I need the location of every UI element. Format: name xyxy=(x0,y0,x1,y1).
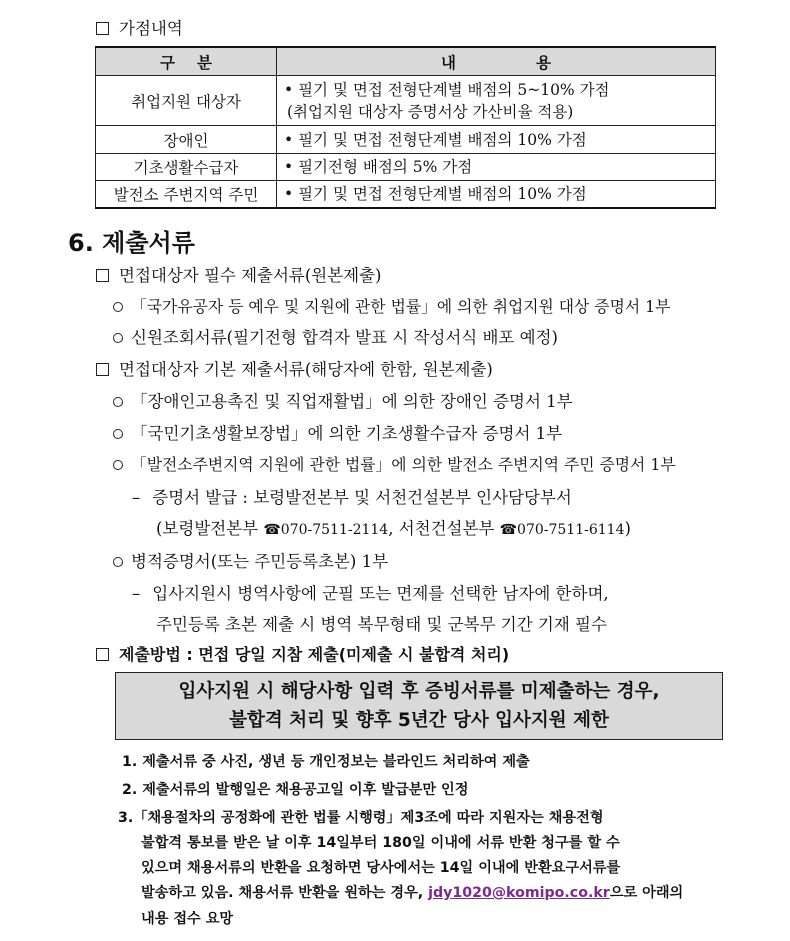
header-content: 내 용 xyxy=(277,47,716,76)
circle-bullet-icon xyxy=(113,557,123,567)
military-note-continued: 주민등록 초본 제출 시 병역 복무형태 및 군복무 기간 기재 필수 xyxy=(156,615,607,634)
checkbox-square-icon xyxy=(96,269,109,282)
military-note: – 입사지원시 병역사항에 군필 또는 면제를 선택한 남자에 한하며, xyxy=(132,584,609,603)
list-item: 신원조회서류(필기전형 합격자 발표 시 작성서식 배포 예정) xyxy=(113,324,558,348)
circle-bullet-icon xyxy=(113,429,123,439)
row-category: 기초생활수급자 xyxy=(96,154,277,181)
basic-docs-title: 면접대상자 기본 제출서류(해당자에 한함, 원본제출) xyxy=(96,356,493,380)
row-category: 장애인 xyxy=(96,126,277,154)
email-link[interactable]: jdy1020@komipo.co.kr xyxy=(428,885,610,901)
table-header-row xyxy=(96,47,716,76)
circle-bullet-icon xyxy=(113,302,123,312)
row-category: 발전소 주변지역 주민 xyxy=(96,181,277,208)
list-item: 「발전소주변지역 지원에 관한 법률」에 의한 발전소 주변지역 주민 증명서 1부 xyxy=(113,452,676,475)
checkbox-square-icon xyxy=(96,363,109,376)
bonus-section-title xyxy=(96,15,183,39)
phone-number: ☎070-7511-2114 xyxy=(263,522,389,538)
bonus-table xyxy=(95,46,716,209)
note-3-line: 불합격 통보를 받은 날 이후 14일부터 180일 이내에 서류 반환 청구를 할 수 xyxy=(141,835,620,851)
note-1: 1. 제출서류 중 사진, 생년 등 개인정보는 블라인드 처리하여 제출 xyxy=(122,754,530,770)
note-3-line: 발송하고 있음. 채용서류 반환을 원하는 경우, jdy1020@komipo.co.kr으로 아래의 xyxy=(141,885,684,901)
row-category: 취업지원 대상자 xyxy=(96,76,277,126)
notice-line: 입사지원 시 해당사항 입력 후 증빙서류를 미제출하는 경우, xyxy=(178,681,660,702)
bonus-title-text: 가점내역 xyxy=(119,19,183,38)
note-3-line: 내용 접수 요망 xyxy=(141,911,234,927)
issuer-line: – 증명서 발급 : 보령발전본부 및 서천건설본부 인사담당부서 xyxy=(132,488,572,507)
phone-number: ☎070-7511-6114 xyxy=(499,522,625,538)
contact-line: (보령발전본부 ☎070-7511-2114, 서천건설본부 ☎070-7511-6114) xyxy=(156,519,631,538)
note-3-line: 있으며 채용서류의 반환을 요청하면 당사에서는 14일 이내에 반환요구서류를 xyxy=(141,860,621,876)
list-item: 병적증명서(또는 주민등록초본) 1부 xyxy=(113,548,388,572)
table-row xyxy=(96,181,716,208)
notice-line: 불합격 처리 및 향후 5년간 당사 입사지원 제한 xyxy=(229,710,609,731)
note-2: 2. 제출서류의 발행일은 채용공고일 이후 발급분만 인정 xyxy=(122,782,469,798)
row-content: • 필기 및 면접 전형단계별 배점의 10% 가점 xyxy=(277,126,716,154)
list-item: 「장애인고용촉진 및 직업재활법」에 의한 장애인 증명서 1부 xyxy=(113,388,573,412)
list-item: 「국민기초생활보장법」에 의한 기초생활수급자 증명서 1부 xyxy=(113,420,562,444)
circle-bullet-icon xyxy=(113,333,123,343)
submission-method: 제출방법 : 면접 당일 지참 제출(미제출 시 불합격 처리) xyxy=(96,642,509,665)
table-row xyxy=(96,154,716,181)
warning-notice-box xyxy=(115,672,723,740)
checkbox-square-icon xyxy=(96,648,109,661)
table-row xyxy=(96,76,716,126)
row-content: • 필기전형 배점의 5% 가점 xyxy=(277,154,716,181)
note-3-line: 3.「채용절차의 공정화에 관한 법률 시행령」제3조에 따라 지원자는 채용전형 xyxy=(118,810,604,826)
row-content: • 필기 및 면접 전형단계별 배점의 5~10% 가점 (취업지원 대상자 증명서상 가산비율 적용) xyxy=(277,76,716,126)
table-row xyxy=(96,126,716,154)
circle-bullet-icon xyxy=(113,397,123,407)
checkbox-square-icon xyxy=(96,22,109,35)
section-heading: 6. 제출서류 xyxy=(68,229,195,257)
list-item: 「국가유공자 등 예우 및 지원에 관한 법률」에 의한 취업지원 대상 증명서 1부 xyxy=(113,294,670,317)
required-docs-title: 면접대상자 필수 제출서류(원본제출) xyxy=(96,262,381,286)
circle-bullet-icon xyxy=(113,460,123,470)
row-content: • 필기 및 면접 전형단계별 배점의 10% 가점 xyxy=(277,181,716,208)
header-category: 구 분 xyxy=(96,47,277,76)
